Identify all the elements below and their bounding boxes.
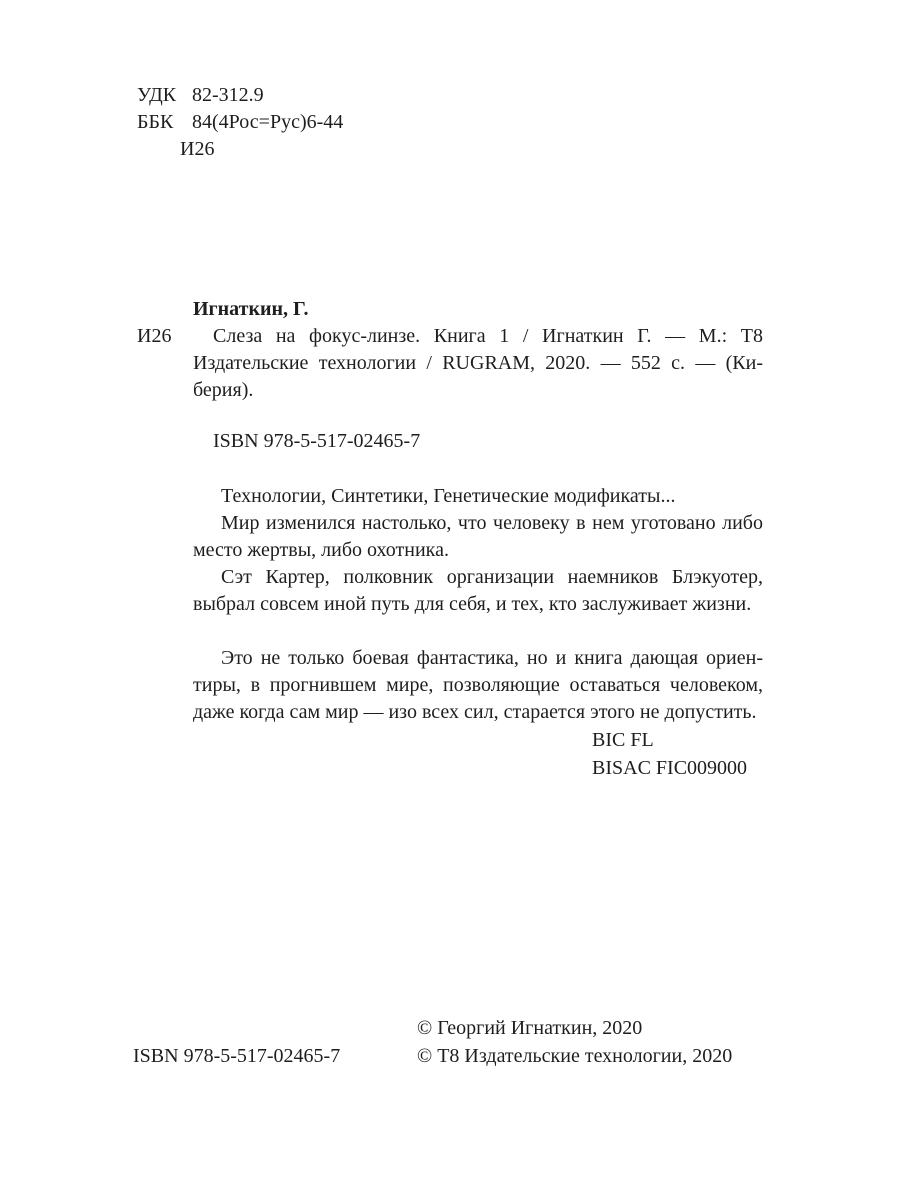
author-sign-row [137,136,343,163]
footer-isbn: ISBN 978-5-517-02465-7 [133,1045,341,1067]
bisac-code: BISAC FIC009000 [592,757,748,779]
classification-block [137,82,343,163]
udk-value: 82-312.9 [192,84,264,106]
trade-codes-block [592,726,747,782]
udk-label: УДК [137,84,177,106]
bbk-label: ББК [137,111,174,133]
annotation-paragraph: Технологии, Синтетики, Генетические модификаты... [221,485,676,507]
entry-text: Слеза на фокус-линзе. Книга 1 / Игнаткин Г. — М.: Т8 Издательские технологии / RUGRAM, 2020. — 552 с. — (Киберия). [193,325,763,401]
footer-block [0,1014,900,1074]
bic-code: BIC FL [592,729,654,751]
entry-code: И26 [137,325,172,347]
author-sign: И26 [180,138,215,160]
bibliographic-entry [137,296,763,455]
copyright-publisher: © Т8 Издательские технологии, 2020 [417,1045,733,1067]
annotation-block [193,483,763,726]
review-paragraph: Это не только боевая фантастика, но и книга дающая ориентиры, в прогнившем мире, позволяющие оставаться человеком, даже когда сам мир — изо всех сил, старается этого не допустить. [193,647,763,723]
bbk-row [137,109,343,136]
annotation-paragraph: Сэт Картер, полковник организации наемников Блэкуотер, выбрал совсем иной путь для себя, и тех, кто заслуживает жизни. [193,566,763,615]
copyright-author: © Георгий Игнаткин, 2020 [417,1017,643,1039]
catalog-entry [137,323,763,404]
author-name: Игнаткин, Г. [193,298,309,320]
annotation-paragraph: Мир изменился настолько, что человеку в нем уготовано либо место жертвы, либо охотника. [193,512,763,561]
bbk-value: 84(4Рос=Рус)6-44 [192,111,344,133]
copyright-block [417,1014,732,1070]
udk-row [137,82,343,109]
isbn-line: ISBN 978-5-517-02465-7 [213,430,421,452]
